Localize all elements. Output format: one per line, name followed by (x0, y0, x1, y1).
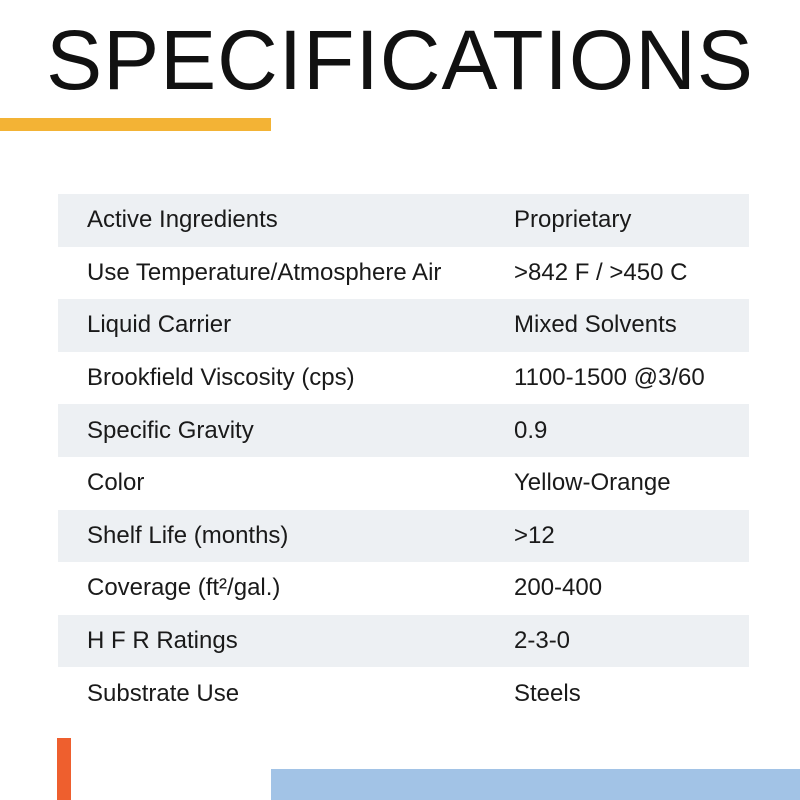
spec-label: Liquid Carrier (58, 299, 514, 352)
spec-value: 2-3-0 (514, 615, 749, 668)
table-row (58, 667, 749, 720)
spec-label: Specific Gravity (58, 404, 514, 457)
spec-label: Active Ingredients (58, 194, 514, 247)
spec-value: 0.9 (514, 404, 749, 457)
spec-value: >842 F / >450 C (514, 258, 688, 286)
table-row (58, 615, 749, 668)
spec-value: Proprietary (514, 194, 749, 247)
table-row (58, 194, 749, 247)
specifications-table (58, 194, 749, 720)
table-row (58, 510, 749, 563)
spec-value: Mixed Solvents (514, 299, 749, 352)
spec-label: Color (87, 469, 145, 497)
page-title: SPECIFICATIONS (46, 13, 754, 107)
spec-value: Steels (514, 679, 581, 707)
table-row (58, 404, 749, 457)
table-row (58, 352, 749, 405)
spec-label: Shelf Life (months) (58, 510, 514, 563)
orange-accent-bar (57, 738, 71, 800)
spec-value: 200-400 (514, 574, 603, 602)
spec-label: Coverage (ft²/gal.) (87, 574, 281, 602)
table-row (58, 247, 749, 300)
spec-value: 1100-1500 @3/60 (514, 364, 705, 392)
table-row (58, 457, 749, 510)
yellow-accent-bar (0, 118, 271, 131)
spec-label: Brookfield Viscosity (cps) (87, 364, 355, 392)
blue-accent-bar (271, 769, 800, 800)
spec-label: H F R Ratings (58, 615, 514, 668)
spec-value: Yellow-Orange (514, 469, 671, 497)
table-row (58, 562, 749, 615)
table-row (58, 299, 749, 352)
spec-label: Substrate Use (87, 679, 240, 707)
spec-value: >12 (514, 510, 749, 563)
spec-label: Use Temperature/Atmosphere Air (87, 258, 442, 286)
